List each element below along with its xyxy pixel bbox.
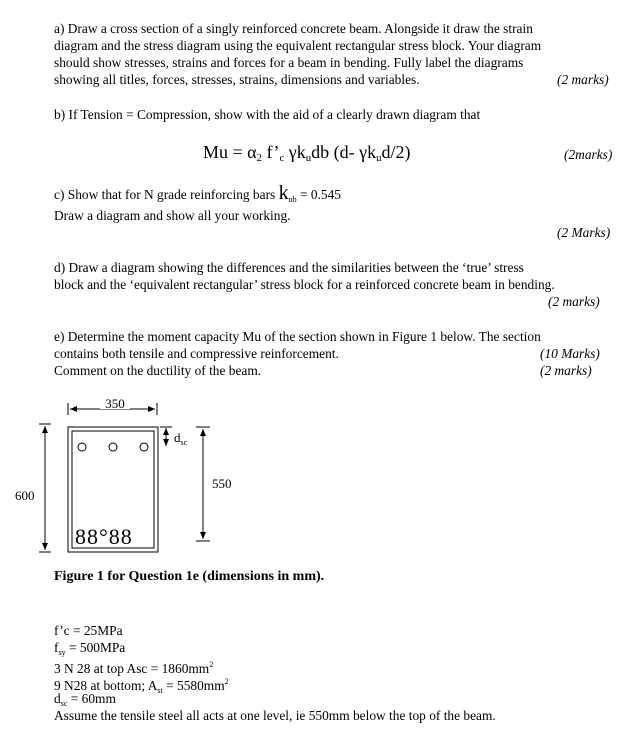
qb-marks: (2marks) <box>564 147 613 162</box>
qa-line-3: should show stresses, strains and forces for a beam in bending. Fully label the diagrams <box>54 55 524 70</box>
dsc-label: $d_{sc}$ <box>174 430 188 447</box>
data-assumption: Assume the tensile steel all acts at one level, ie 550mm below the top of the beam. <box>54 708 496 723</box>
figure-caption: Figure 1 for Question 1e (dimensions in mm). <box>54 569 325 584</box>
qa-line-1: a) Draw a cross section of a singly reinforced concrete beam. Alongside it draw the strain <box>54 21 533 36</box>
top-bar <box>78 443 86 451</box>
width-label: 350 <box>105 396 125 411</box>
qa-line-4: showing all titles, forces, stresses, strains, dimensions and variables. <box>54 72 420 87</box>
qc-marks: (2 Marks) <box>557 225 611 240</box>
effective-depth-label: 550 <box>212 476 232 491</box>
qc-line-2: Draw a diagram and show all your working. <box>54 208 291 223</box>
depth-label: 600 <box>15 488 35 503</box>
qe-line-1: e) Determine the moment capacity Mu of the section shown in Figure 1 below. The section <box>54 329 541 344</box>
width-dimension <box>68 396 157 415</box>
qb-equation: $Mu = \alpha_2$ $f’_c$ $\gamma k_udb$ (d- $\gamma k_ud/2$) <box>203 142 411 164</box>
data-dsc: $d_{sc} = 60mm$ <box>54 691 116 708</box>
data-bottom-steel: 9 N28 at bottom; $A_{st} = 5580mm^2$ <box>54 677 229 695</box>
qe-line-2: contains both tensile and compressive reinforcement. <box>54 346 339 361</box>
qd-line-1: d) Draw a diagram showing the differences and the similarities between the ‘true’ stress <box>54 260 524 275</box>
qe-marks-1: (10 Marks) <box>540 346 600 361</box>
bottom-bars: 88°88 <box>75 524 133 549</box>
qe-line-3: Comment on the ductility of the beam. <box>54 363 262 378</box>
qd-marks: (2 marks) <box>548 294 600 309</box>
qb-text: b) If Tension = Compression, show with the aid of a clearly drawn diagram that <box>54 107 481 122</box>
data-fsy: $f_{sy} = 500MPa$ <box>54 640 126 657</box>
qd-line-2: block and the ‘equivalent rectangular’ stress block for a reinforced concrete beam in bending. <box>54 277 555 292</box>
effective-depth-dimension <box>196 427 232 541</box>
qc-text: c) Show that for N grade reinforcing bars $k_{ub} = 0.545$ <box>54 182 342 204</box>
top-bar <box>109 443 117 451</box>
top-bars <box>78 443 148 451</box>
top-bar <box>140 443 148 451</box>
data-fc: f’c = 25MPa <box>54 623 123 638</box>
qa-marks: (2 marks) <box>557 72 609 87</box>
depth-dimension <box>15 424 51 552</box>
dsc-dimension <box>160 427 188 447</box>
data-top-steel: 3 N 28 at top Asc = $1860mm^2$ <box>54 660 214 676</box>
qa-line-2: diagram and the stress diagram using the equivalent rectangular stress block. Your diagram <box>54 38 542 53</box>
qe-marks-2: (2 marks) <box>540 363 592 378</box>
